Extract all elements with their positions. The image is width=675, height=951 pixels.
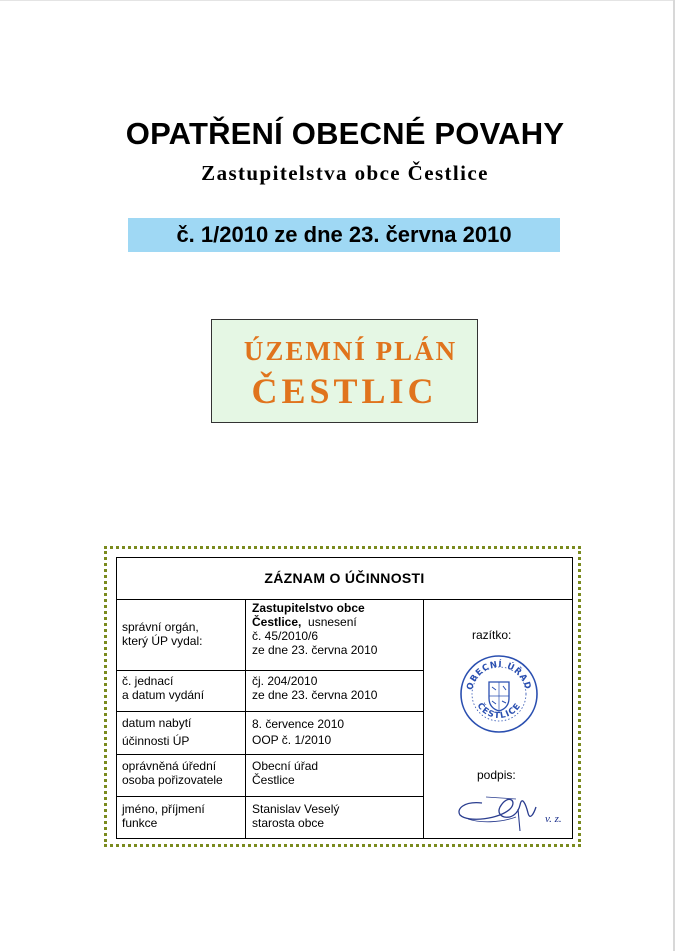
value-line: č. 45/2010/6 (252, 629, 319, 643)
stamp-label: razítko: (472, 628, 512, 642)
stamp-text-top: OBECNÍ ÚŘAD (465, 659, 533, 692)
main-title: OPATŘENÍ OBECNÉ POVAHY (125, 116, 565, 151)
row-value (252, 759, 318, 787)
label-line: datum nabytí (122, 716, 192, 730)
row-value (252, 674, 377, 702)
value-line: Čestlice (252, 773, 295, 787)
label-line: funkce (122, 816, 158, 830)
value-line: Obecní úřad (252, 759, 319, 773)
row-label (122, 802, 205, 830)
label-line: č. jednací (122, 674, 174, 688)
value-line: čj. 204/2010 (252, 674, 318, 688)
signature-note: v. z. (545, 813, 562, 825)
stamp-text-bottom: ČESTLICE (474, 701, 524, 722)
row-divider (117, 670, 423, 671)
label-line: a datum vydání (122, 688, 205, 702)
value-line: usnesení (308, 615, 357, 629)
value-line: Stanislav Veselý (252, 802, 340, 816)
label-line: osoba pořizovatele (122, 773, 223, 787)
row-label (122, 620, 202, 648)
signature-label: podpis: (477, 768, 516, 782)
decision-number: č. 1/2010 ze dne 23. června 2010 (128, 218, 560, 252)
value-line: Čestlice, (252, 615, 302, 629)
page-top-edge (0, 0, 675, 1)
label-line: který ÚP vydal: (122, 634, 203, 648)
row-label (122, 674, 204, 702)
label-line: jméno, příjmení (122, 802, 205, 816)
value-line: 8. července 2010 (252, 717, 345, 731)
row-divider (117, 711, 423, 712)
value-line: starosta obce (252, 816, 325, 830)
plan-title-line2: ČESTLIC (251, 371, 438, 411)
column-divider (245, 599, 246, 839)
label-line: oprávněná úřední (122, 759, 217, 773)
row-value (252, 802, 339, 830)
column-divider (423, 599, 424, 839)
municipal-stamp-icon (459, 654, 539, 734)
signature-icon (456, 783, 544, 835)
row-label (122, 714, 191, 750)
value-line: ze dne 23. června 2010 (252, 643, 378, 657)
plan-title-line1: ÚZEMNÍ PLÁN (243, 336, 458, 366)
record-table (116, 557, 573, 839)
label-line: správní orgán, (122, 620, 199, 634)
row-value (252, 601, 377, 657)
plan-title-box (211, 319, 478, 423)
value-line: OOP č. 1/2010 (252, 733, 332, 747)
value-line: ze dne 23. června 2010 (252, 688, 378, 702)
subtitle: Zastupitelstva obce Čestlice (201, 161, 489, 185)
value-line: Zastupitelstvo obce (252, 601, 365, 615)
row-value (252, 716, 344, 748)
row-divider (117, 796, 423, 797)
record-header: ZÁZNAM O ÚČINNOSTI (117, 558, 572, 600)
row-divider (117, 754, 423, 755)
label-line: účinnosti ÚP (122, 734, 190, 748)
row-label (122, 759, 223, 787)
